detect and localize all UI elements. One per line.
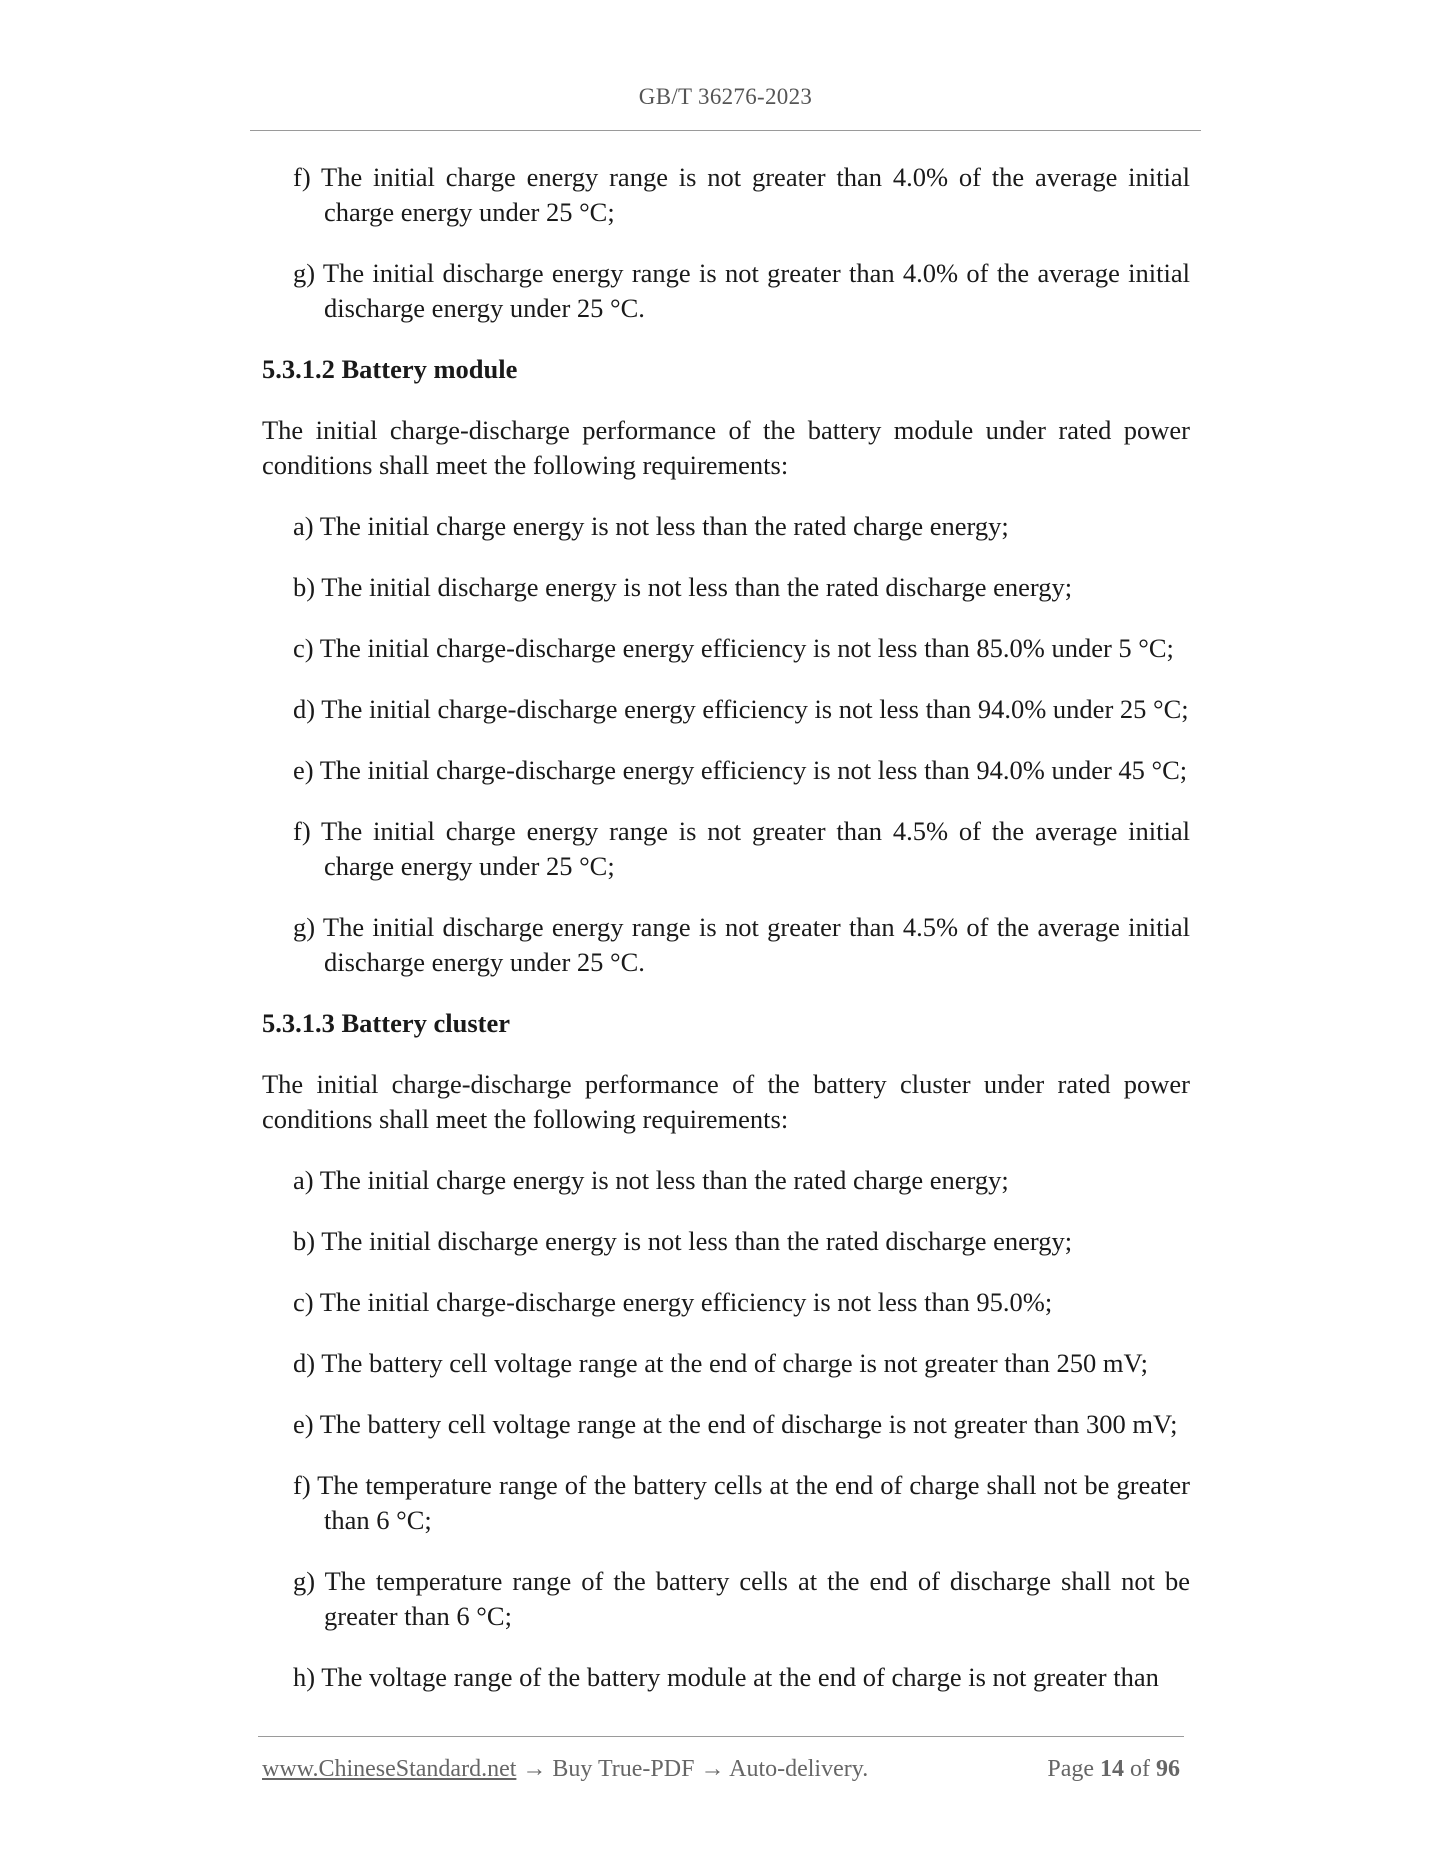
- section-intro-battery-cluster: The initial charge-discharge performance of the battery cluster under rated power conditions shall meet the following requirements:: [262, 1069, 1190, 1134]
- list-item: h) The voltage range of the battery module at the end of charge is not greater than: [293, 1662, 1159, 1692]
- section-heading-battery-module: 5.3.1.2 Battery module: [262, 354, 518, 384]
- document-body: [262, 160, 1190, 1721]
- section-heading-battery-cluster: 5.3.1.3 Battery cluster: [262, 1008, 510, 1038]
- list-item: d) The initial charge-discharge energy efficiency is not less than 94.0% under 25 °C;: [293, 694, 1189, 724]
- list-item: a) The initial charge energy is not less than the rated charge energy;: [293, 1165, 1009, 1195]
- footer-tagline: → Buy True-PDF → Auto-delivery.: [516, 1756, 869, 1782]
- current-page-number: 14: [1100, 1756, 1124, 1782]
- of-label: of: [1130, 1756, 1150, 1782]
- list-item: g) The initial discharge energy range is not greater than 4.0% of the average initial discharge energy under 25 °C.: [293, 258, 1190, 323]
- header-divider: [250, 130, 1201, 131]
- total-pages-number: 96: [1156, 1756, 1180, 1782]
- document-header-title: GB/T 36276-2023: [638, 84, 813, 109]
- list-item: d) The battery cell voltage range at the end of charge is not greater than 250 mV;: [293, 1348, 1149, 1378]
- list-item: f) The temperature range of the battery cells at the end of charge shall not be greater than 6 °C;: [293, 1470, 1190, 1535]
- list-item: b) The initial discharge energy is not less than the rated discharge energy;: [293, 1226, 1073, 1256]
- list-item: f) The initial charge energy range is not greater than 4.0% of the average initial charge energy under 25 °C;: [293, 162, 1190, 227]
- section-intro-battery-module: The initial charge-discharge performance of the battery module under rated power conditions shall meet the following requirements:: [262, 415, 1190, 480]
- list-item: e) The initial charge-discharge energy efficiency is not less than 94.0% under 45 °C;: [293, 755, 1188, 785]
- list-item: a) The initial charge energy is not less than the rated charge energy;: [293, 511, 1009, 541]
- list-item: g) The temperature range of the battery cells at the end of discharge shall not be greater than 6 °C;: [293, 1566, 1190, 1631]
- list-item: c) The initial charge-discharge energy efficiency is not less than 95.0%;: [293, 1287, 1053, 1317]
- list-item: f) The initial charge energy range is not greater than 4.5% of the average initial charge energy under 25 °C;: [293, 816, 1190, 881]
- page-indicator: [1047, 1756, 1180, 1783]
- list-item: e) The battery cell voltage range at the end of discharge is not greater than 300 mV;: [293, 1409, 1178, 1439]
- chinese-standard-link[interactable]: www.ChineseStandard.net: [262, 1756, 517, 1782]
- list-item: c) The initial charge-discharge energy efficiency is not less than 85.0% under 5 °C;: [293, 633, 1174, 663]
- list-item: g) The initial discharge energy range is not greater than 4.5% of the average initial discharge energy under 25 °C.: [293, 912, 1190, 977]
- page-label: Page: [1047, 1756, 1094, 1782]
- footer-promo: [262, 1756, 868, 1783]
- list-item: b) The initial discharge energy is not less than the rated discharge energy;: [293, 572, 1073, 602]
- footer-divider: [258, 1736, 1184, 1737]
